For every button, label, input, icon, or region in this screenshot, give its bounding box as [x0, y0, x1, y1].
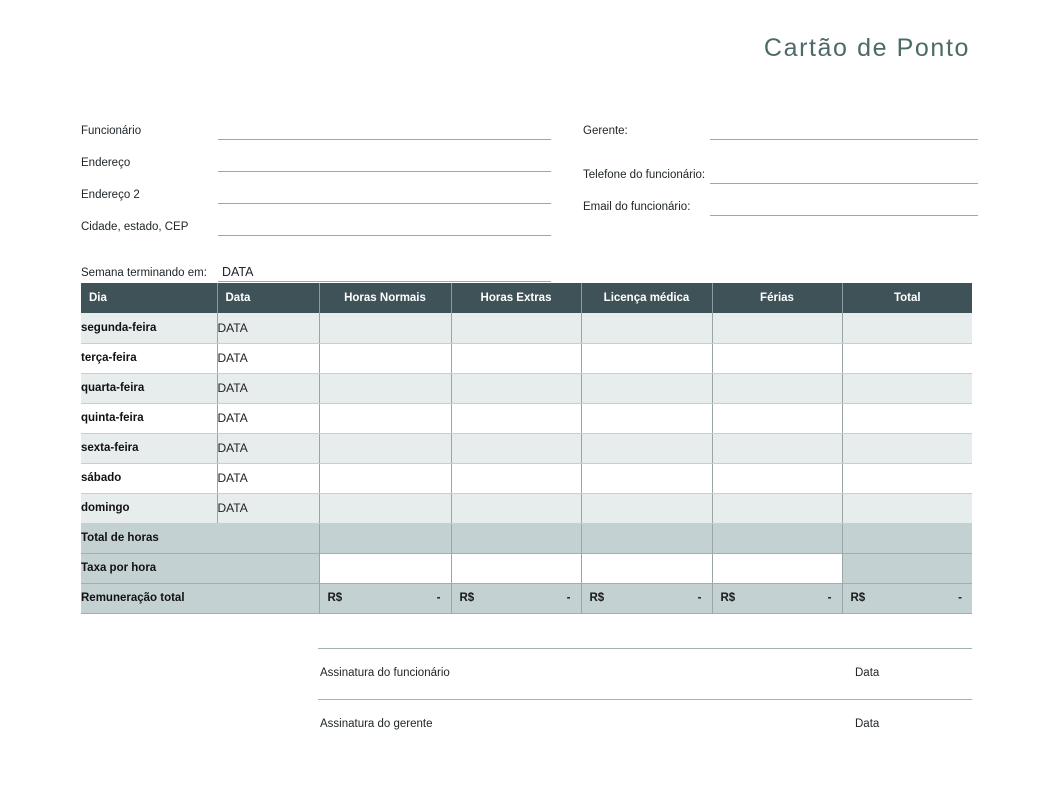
currency-symbol: R$	[459, 592, 475, 604]
field-endereco2-label: Endereço 2	[81, 189, 140, 201]
cell-day: quarta-feira	[81, 373, 217, 403]
cell-overtime-hours[interactable]	[451, 493, 581, 523]
cell-vacation[interactable]	[712, 343, 842, 373]
field-semana-terminando-value: DATA	[222, 265, 254, 279]
cell-overtime-hours[interactable]	[451, 403, 581, 433]
table-header-row	[81, 283, 972, 313]
field-cidade-estado-cep-label: Cidade, estado, CEP	[81, 221, 189, 233]
cell-day: terça-feira	[81, 343, 217, 373]
currency-symbol: R$	[850, 592, 866, 604]
amount-value: -	[958, 592, 962, 604]
cell-normal-hours[interactable]	[319, 373, 451, 403]
cell-sick-leave[interactable]	[581, 433, 712, 463]
column-header-total: Total	[842, 283, 972, 313]
cell-date[interactable]: DATA	[217, 373, 319, 403]
table-row	[81, 313, 972, 343]
field-endereco-input[interactable]	[218, 156, 551, 172]
cell-total[interactable]	[842, 403, 972, 433]
field-gerente-label: Gerente:	[583, 125, 628, 137]
column-header-data: Data	[217, 283, 319, 313]
summary-total-hours-normal[interactable]	[319, 523, 451, 553]
field-semana-terminando-input[interactable]	[218, 266, 551, 282]
field-gerente-input[interactable]	[710, 124, 978, 140]
summary-label-total-hours: Total de horas	[81, 523, 319, 553]
cell-sick-leave[interactable]	[581, 493, 712, 523]
column-header-ferias: Férias	[712, 283, 842, 313]
cell-overtime-hours[interactable]	[451, 313, 581, 343]
summary-pay-overtime	[451, 583, 581, 613]
currency-symbol: R$	[327, 592, 343, 604]
cell-date[interactable]: DATA	[217, 463, 319, 493]
cell-normal-hours[interactable]	[319, 403, 451, 433]
summary-pay-normal	[319, 583, 451, 613]
summary-total-hours-overtime[interactable]	[451, 523, 581, 553]
cell-normal-hours[interactable]	[319, 433, 451, 463]
summary-pay-sick	[581, 583, 712, 613]
cell-normal-hours[interactable]	[319, 463, 451, 493]
cell-vacation[interactable]	[712, 313, 842, 343]
signature-block-employee	[318, 648, 972, 699]
cell-date[interactable]: DATA	[217, 343, 319, 373]
cell-overtime-hours[interactable]	[451, 373, 581, 403]
summary-row-total-hours	[81, 523, 972, 553]
cell-sick-leave[interactable]	[581, 313, 712, 343]
cell-total[interactable]	[842, 493, 972, 523]
form-area	[0, 108, 1038, 279]
signature-label-employee: Assinatura do funcionário	[320, 667, 450, 679]
field-telefone-funcionario	[583, 140, 978, 184]
cell-vacation[interactable]	[712, 463, 842, 493]
signature-section	[318, 648, 972, 750]
cell-date[interactable]: DATA	[217, 313, 319, 343]
field-semana-terminando-label: Semana terminando em:	[81, 266, 207, 279]
cell-vacation[interactable]	[712, 433, 842, 463]
field-funcionario-input[interactable]	[218, 124, 551, 140]
field-telefone-funcionario-label: Telefone do funcionário:	[583, 168, 706, 181]
timesheet-table	[81, 283, 972, 614]
field-gerente	[583, 108, 978, 140]
column-header-horas-extras: Horas Extras	[451, 283, 581, 313]
table-row	[81, 403, 972, 433]
summary-label-pay: Remuneração total	[81, 583, 319, 613]
field-telefone-funcionario-input[interactable]	[710, 168, 978, 184]
page-title: Cartão de Ponto	[763, 34, 970, 62]
summary-rate-sick[interactable]	[581, 553, 712, 583]
cell-normal-hours[interactable]	[319, 313, 451, 343]
cell-total[interactable]	[842, 463, 972, 493]
cell-day: sexta-feira	[81, 433, 217, 463]
summary-rate-overtime[interactable]	[451, 553, 581, 583]
cell-overtime-hours[interactable]	[451, 343, 581, 373]
summary-pay-vacation	[712, 583, 842, 613]
cell-overtime-hours[interactable]	[451, 463, 581, 493]
field-semana-terminando	[81, 236, 551, 282]
cell-sick-leave[interactable]	[581, 403, 712, 433]
field-endereco2	[81, 172, 551, 204]
cell-normal-hours[interactable]	[319, 493, 451, 523]
summary-total-hours-sick[interactable]	[581, 523, 712, 553]
currency-symbol: R$	[589, 592, 605, 604]
field-endereco-label: Endereço	[81, 157, 131, 169]
column-header-dia: Dia	[81, 283, 217, 313]
field-email-funcionario-label: Email do funcionário:	[583, 201, 691, 213]
cell-day: quinta-feira	[81, 403, 217, 433]
currency-symbol: R$	[720, 592, 736, 604]
cell-vacation[interactable]	[712, 493, 842, 523]
summary-pay-total	[842, 583, 972, 613]
column-header-horas-normais: Horas Normais	[319, 283, 451, 313]
field-endereco	[81, 140, 551, 172]
table-row	[81, 433, 972, 463]
field-funcionario-label: Funcionário	[81, 125, 142, 137]
cell-date[interactable]: DATA	[217, 433, 319, 463]
summary-row-pay	[81, 583, 972, 613]
cell-day: sábado	[81, 463, 217, 493]
cell-overtime-hours[interactable]	[451, 433, 581, 463]
field-funcionario	[81, 108, 551, 140]
cell-sick-leave[interactable]	[581, 373, 712, 403]
summary-label-rate: Taxa por hora	[81, 553, 319, 583]
cell-day: segunda-feira	[81, 313, 217, 343]
field-cidade-estado-cep	[81, 204, 551, 236]
summary-total-hours-total[interactable]	[842, 523, 972, 553]
amount-value: -	[566, 592, 571, 604]
field-email-funcionario	[583, 184, 978, 216]
field-cidade-estado-cep-input[interactable]	[218, 220, 551, 236]
table-row	[81, 493, 972, 523]
summary-rate-total[interactable]	[842, 553, 972, 583]
amount-value: -	[827, 592, 832, 604]
summary-rate-normal[interactable]	[319, 553, 451, 583]
cell-sick-leave[interactable]	[581, 463, 712, 493]
signature-date-label-manager: Data	[855, 718, 880, 730]
cell-date[interactable]: DATA	[217, 493, 319, 523]
table-row	[81, 343, 972, 373]
summary-row-rate	[81, 553, 972, 583]
summary-rate-vacation[interactable]	[712, 553, 842, 583]
cell-day: domingo	[81, 493, 217, 523]
signature-block-manager	[318, 699, 972, 750]
cell-date[interactable]: DATA	[217, 403, 319, 433]
signature-label-manager: Assinatura do gerente	[320, 718, 433, 730]
table-row	[81, 373, 972, 403]
cell-normal-hours[interactable]	[319, 343, 451, 373]
cell-vacation[interactable]	[712, 403, 842, 433]
cell-total[interactable]	[842, 343, 972, 373]
cell-total[interactable]	[842, 313, 972, 343]
field-endereco2-input[interactable]	[218, 188, 551, 204]
employee-info-group	[81, 108, 551, 282]
signature-date-label-employee: Data	[855, 667, 880, 679]
column-header-licenca-medica: Licença médica	[581, 283, 712, 313]
field-email-funcionario-input[interactable]	[710, 200, 978, 216]
cell-vacation[interactable]	[712, 373, 842, 403]
manager-info-group	[583, 108, 978, 216]
cell-total[interactable]	[842, 433, 972, 463]
cell-total[interactable]	[842, 373, 972, 403]
amount-value: -	[697, 592, 702, 604]
table-row	[81, 463, 972, 493]
summary-total-hours-vacation[interactable]	[712, 523, 842, 553]
cell-sick-leave[interactable]	[581, 343, 712, 373]
amount-value: -	[436, 592, 441, 604]
